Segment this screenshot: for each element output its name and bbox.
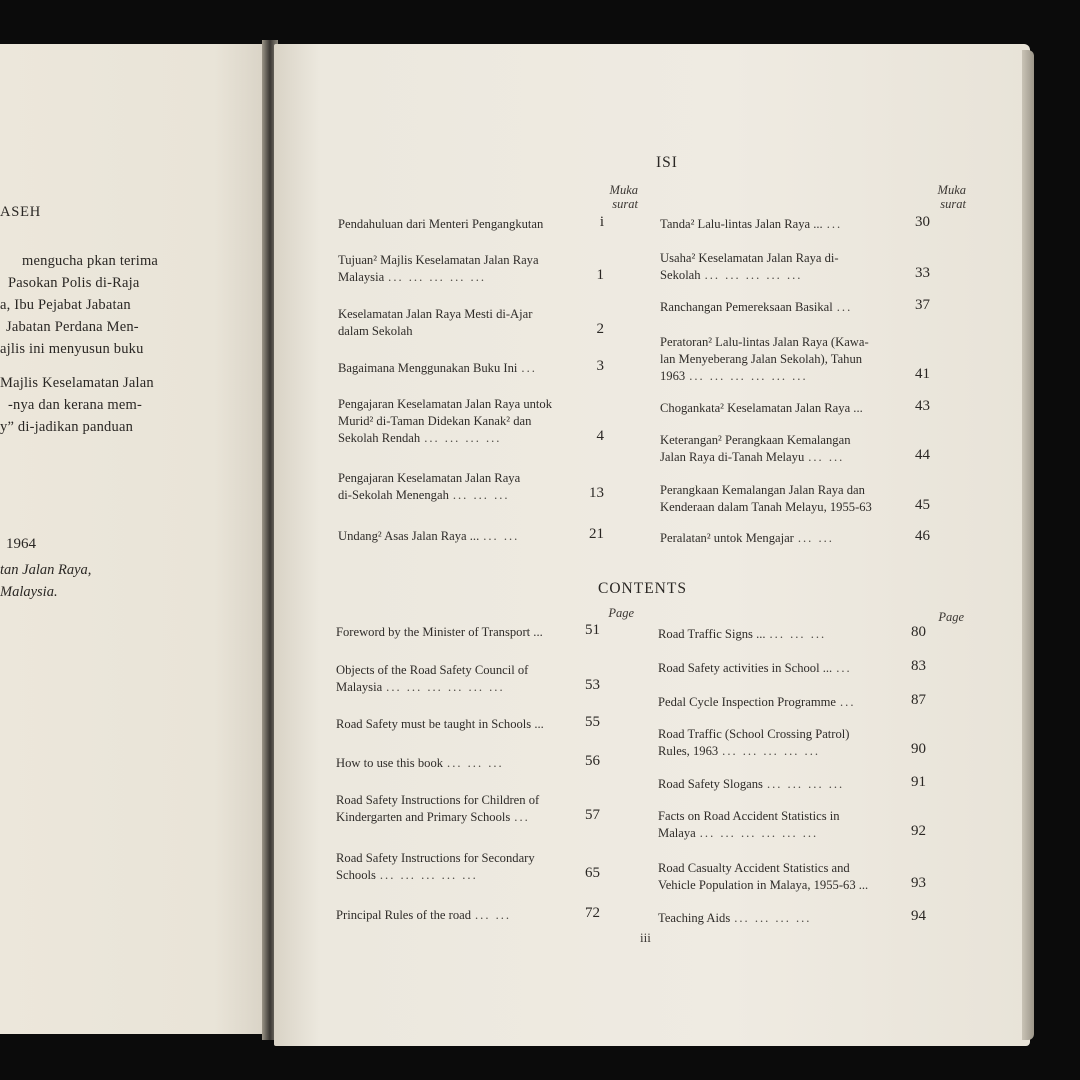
toc-entry: [338, 360, 596, 377]
toc-page-number: 45: [915, 497, 930, 513]
toc-entry-line: [338, 430, 596, 447]
toc-entry-line: [660, 299, 924, 316]
left-page: [0, 44, 268, 1034]
toc-entry-line: [658, 825, 922, 842]
toc-entry-text: Sekolah: [660, 268, 701, 282]
toc-page-number: 4: [596, 428, 604, 444]
toc-entry-text: Foreword by the Minister of Transport ...: [336, 625, 543, 639]
toc-entry-text: Pengajaran Keselamatan Jalan Raya: [338, 471, 521, 485]
toc-entry-line: [658, 910, 922, 927]
toc-entry-line: [338, 413, 596, 430]
toc-entry: [658, 776, 922, 793]
toc-page-number: 33: [915, 265, 930, 281]
toc-entry-text: Ranchangan Pemereksaan Basikal: [660, 300, 833, 314]
toc-entry-text: Pendahuluan dari Menteri Pengangkutan: [338, 217, 544, 231]
toc-page-number: 2: [596, 321, 604, 337]
toc-entry-text: Peralatan² untok Mengajar: [660, 531, 794, 545]
toc-page-number: 1: [596, 267, 604, 283]
toc-entry: [660, 334, 924, 385]
toc-entry-line: [338, 306, 596, 323]
left-text-line: a, Ibu Pejabat Jabatan: [0, 297, 131, 313]
toc-entry-text: Pengajaran Keselamatan Jalan Raya untok: [338, 397, 553, 411]
toc-page-number: 80: [911, 624, 926, 640]
toc-entry-text: Malaya: [658, 826, 696, 840]
toc-page-number: i: [599, 214, 604, 230]
toc-page-number: 83: [911, 658, 926, 674]
toc-entry-line: [660, 400, 924, 417]
toc-page-number: 87: [911, 692, 926, 708]
toc-entry-line: [336, 867, 594, 884]
toc-entry: [338, 396, 596, 447]
toc-entry-line: [660, 432, 924, 449]
toc-entry-text: Kindergarten and Primary Schools: [336, 810, 511, 824]
left-text-line: -nya dan kerana mem-: [8, 397, 143, 413]
toc-entry-text: Malaysia: [338, 270, 385, 284]
toc-leader-dots: ... ... ... ... ... ...: [386, 680, 505, 694]
toc-entry-line: [660, 530, 924, 547]
contents-col-header-left: Page: [608, 606, 634, 620]
toc-leader-dots: ... ... ...: [452, 488, 510, 502]
toc-entry: [658, 626, 922, 643]
toc-entry-text: Pedal Cycle Inspection Programme: [658, 695, 837, 709]
toc-entry-line: [336, 624, 594, 641]
toc-page-number: 57: [585, 807, 600, 823]
toc-entry: [660, 530, 924, 547]
toc-entry-text: Objects of the Road Safety Council of: [336, 663, 529, 677]
toc-leader-dots: ... ... ...: [447, 756, 504, 770]
toc-page-number: 56: [585, 753, 600, 769]
toc-entry-line: [336, 809, 594, 826]
toc-entry: [658, 808, 922, 842]
toc-leader-dots: ... ... ... ... ... ...: [689, 369, 808, 383]
toc-entry-text: Road Safety Instructions for Children of: [336, 793, 540, 807]
toc-entry-line: [336, 907, 594, 924]
toc-leader-dots: ... ... ...: [769, 627, 827, 641]
toc-entry-text: Teaching Aids: [658, 911, 731, 925]
toc-leader-dots: ... ...: [808, 450, 845, 464]
toc-page-number: 94: [911, 908, 926, 924]
toc-page-number: 46: [915, 528, 930, 544]
toc-entry-line: [338, 360, 596, 377]
left-text-line: Majlis Keselamatan Jalan: [0, 375, 154, 391]
left-text-line: y” di-jadikan panduan: [0, 419, 134, 435]
toc-entry: [658, 726, 922, 760]
toc-page-number: 53: [585, 677, 600, 693]
left-text-line: ajlis ini menyusun buku: [0, 341, 144, 357]
toc-page-number: 65: [585, 865, 600, 881]
toc-entry: [336, 850, 594, 884]
toc-entry: [336, 755, 594, 772]
left-signature-line: tan Jalan Raya,: [0, 562, 92, 578]
toc-entry-text: How to use this book: [336, 756, 444, 770]
toc-entry-text: Jalan Raya di-Tanah Melayu: [660, 450, 805, 464]
toc-leader-dots: ... ... ... ... ...: [722, 744, 820, 758]
toc-page-number: 44: [915, 447, 930, 463]
toc-entry-text: Road Traffic Signs ...: [658, 627, 766, 641]
toc-page-number: 93: [911, 875, 926, 891]
toc-leader-dots: ... ... ... ... ...: [379, 868, 478, 882]
toc-entry-line: [658, 726, 922, 743]
toc-leader-dots: ... ... ... ... ...: [388, 270, 486, 284]
toc-entry: [336, 624, 594, 641]
toc-entry-line: [658, 860, 922, 877]
toc-page-number: 13: [589, 485, 604, 501]
toc-entry-line: [658, 626, 922, 643]
toc-page-number: 92: [911, 823, 926, 839]
toc-entry-text: 1963: [660, 369, 686, 383]
isi-heading: ISI: [656, 154, 678, 171]
toc-entry-text: Chogankata² Keselamatan Jalan Raya ...: [660, 401, 863, 415]
left-year: 1964: [6, 536, 36, 552]
toc-leader-dots: ... ... ... ...: [734, 911, 812, 925]
toc-entry-line: [660, 449, 924, 466]
toc-entry: [660, 299, 924, 316]
left-signature-line: Malaysia.: [0, 584, 58, 600]
toc-entry: [660, 400, 924, 417]
toc-entry-text: Perangkaan Kemalangan Jalan Raya dan: [660, 483, 865, 497]
toc-entry-line: [338, 323, 596, 340]
toc-entry-line: [336, 792, 594, 809]
toc-entry-line: [336, 716, 594, 733]
toc-entry-line: [336, 850, 594, 867]
right-page: [274, 44, 1030, 1046]
toc-entry-text: Usaha² Keselamatan Jalan Raya di-: [660, 251, 839, 265]
toc-entry: [338, 252, 596, 286]
toc-entry-line: [336, 662, 594, 679]
toc-leader-dots: ... ... ... ...: [766, 777, 845, 791]
toc-leader-dots: ...: [521, 361, 537, 375]
left-text-line: Pasokan Polis di-Raja: [8, 275, 140, 291]
isi-col-header-right: Muka surat: [937, 183, 966, 211]
toc-entry: [660, 250, 924, 284]
toc-entry-line: [660, 250, 924, 267]
toc-entry-text: Keterangan² Perangkaan Kemalangan: [660, 433, 851, 447]
toc-entry-line: [660, 499, 924, 516]
toc-entry: [658, 694, 922, 711]
toc-entry-text: Murid² di-Taman Didekan Kanak² dan: [338, 414, 532, 428]
toc-entry-text: Road Casualty Accident Statistics and: [658, 861, 850, 875]
toc-page-number: 72: [585, 905, 600, 921]
toc-leader-dots: ... ... ... ...: [424, 431, 502, 445]
toc-entry-line: [658, 808, 922, 825]
toc-entry-line: [338, 470, 596, 487]
toc-page-number: 90: [911, 741, 926, 757]
toc-entry-line: [660, 334, 924, 351]
toc-page-number: 55: [585, 714, 600, 730]
toc-entry: [658, 660, 922, 677]
isi-col-header-left: Muka surat: [609, 183, 638, 211]
toc-entry-text: Tujuan² Majlis Keselamatan Jalan Raya: [338, 253, 539, 267]
toc-entry-line: [658, 877, 922, 894]
toc-page-number: 41: [915, 366, 930, 382]
toc-entry: [338, 216, 596, 233]
toc-leader-dots: ... ...: [475, 908, 512, 922]
toc-entry-text: Facts on Road Accident Statistics in: [658, 809, 840, 823]
toc-entry-text: Principal Rules of the road: [336, 908, 472, 922]
contents-col-header-right: Page: [938, 610, 964, 624]
page-number: iii: [640, 930, 651, 945]
toc-entry-line: [660, 216, 924, 233]
toc-entry: [660, 432, 924, 466]
toc-leader-dots: ... ...: [483, 529, 520, 543]
toc-entry-text: lan Menyeberang Jalan Sekolah), Tahun: [660, 352, 863, 366]
toc-entry-text: Keselamatan Jalan Raya Mesti di-Ajar: [338, 307, 533, 321]
toc-entry: [336, 662, 594, 696]
toc-entry: [336, 716, 594, 733]
toc-entry-line: [336, 679, 594, 696]
left-text-line: Jabatan Perdana Men-: [6, 319, 139, 335]
toc-entry-text: Sekolah Rendah: [338, 431, 421, 445]
toc-leader-dots: ... ...: [797, 531, 834, 545]
toc-entry-line: [336, 755, 594, 772]
toc-entry-line: [658, 660, 922, 677]
toc-entry: [658, 860, 922, 894]
toc-entry-text: Road Safety activities in School ...: [658, 661, 833, 675]
toc-entry-text: Rules, 1963: [658, 744, 719, 758]
toc-page-number: 51: [585, 622, 600, 638]
toc-entry-line: [660, 267, 924, 284]
toc-entry-line: [338, 396, 596, 413]
toc-entry-line: [660, 368, 924, 385]
toc-leader-dots: ...: [514, 810, 530, 824]
toc-entry-line: [338, 487, 596, 504]
toc-page-number: 21: [589, 526, 604, 542]
toc-entry-line: [338, 269, 596, 286]
toc-entry-text: Road Safety Instructions for Secondary: [336, 851, 535, 865]
toc-entry-line: [338, 252, 596, 269]
toc-entry-line: [658, 743, 922, 760]
toc-page-number: 3: [596, 358, 604, 374]
toc-leader-dots: ... ... ... ... ... ...: [699, 826, 819, 840]
toc-entry-text: Road Traffic (School Crossing Patrol): [658, 727, 850, 741]
contents-heading: CONTENTS: [598, 580, 687, 597]
toc-entry-line: [338, 216, 596, 233]
left-text-line: mengucha pkan terima: [22, 253, 159, 269]
toc-entry-line: [660, 351, 924, 368]
toc-entry-text: Kenderaan dalam Tanah Melayu, 1955-63: [660, 500, 872, 514]
toc-entry-text: Peratoran² Lalu-lintas Jalan Raya (Kawa-: [660, 335, 869, 349]
toc-entry-text: Schools: [336, 868, 376, 882]
toc-entry-line: [658, 776, 922, 793]
toc-entry-line: [658, 694, 922, 711]
left-heading-fragment: ASEH: [0, 204, 42, 220]
toc-entry-text: di-Sekolah Menengah: [338, 488, 449, 502]
toc-entry-text: dalam Sekolah: [338, 324, 413, 338]
toc-entry: [338, 528, 596, 545]
toc-leader-dots: ...: [836, 300, 853, 314]
toc-entry-text: Road Safety Slogans: [658, 777, 763, 791]
page-edge: [1022, 50, 1034, 1040]
toc-entry: [336, 907, 594, 924]
toc-page-number: 43: [915, 398, 930, 414]
toc-page-number: 91: [911, 774, 926, 790]
toc-entry: [338, 470, 596, 504]
toc-entry: [338, 306, 596, 340]
toc-entry-line: [338, 528, 596, 545]
toc-entry-text: Tanda² Lalu-lintas Jalan Raya ...: [660, 217, 823, 231]
toc-leader-dots: ...: [840, 695, 856, 709]
toc-entry: [660, 216, 924, 233]
toc-leader-dots: ... ... ... ... ...: [704, 268, 803, 282]
toc-entry-text: Vehicle Population in Malaya, 1955-63 ...: [658, 878, 869, 892]
toc-entry-text: Road Safety must be taught in Schools ...: [336, 717, 544, 731]
toc-entry-text: Undang² Asas Jalan Raya ...: [338, 529, 480, 543]
toc-entry: [660, 482, 924, 516]
toc-entry-text: Bagaimana Menggunakan Buku Ini: [338, 361, 518, 375]
toc-entry: [658, 910, 922, 927]
toc-page-number: 30: [915, 214, 930, 230]
toc-entry: [336, 792, 594, 826]
toc-page-number: 37: [915, 297, 930, 313]
toc-leader-dots: ...: [826, 217, 843, 231]
toc-entry-text: Malaysia: [336, 680, 383, 694]
toc-entry-line: [660, 482, 924, 499]
toc-leader-dots: ...: [836, 661, 852, 675]
